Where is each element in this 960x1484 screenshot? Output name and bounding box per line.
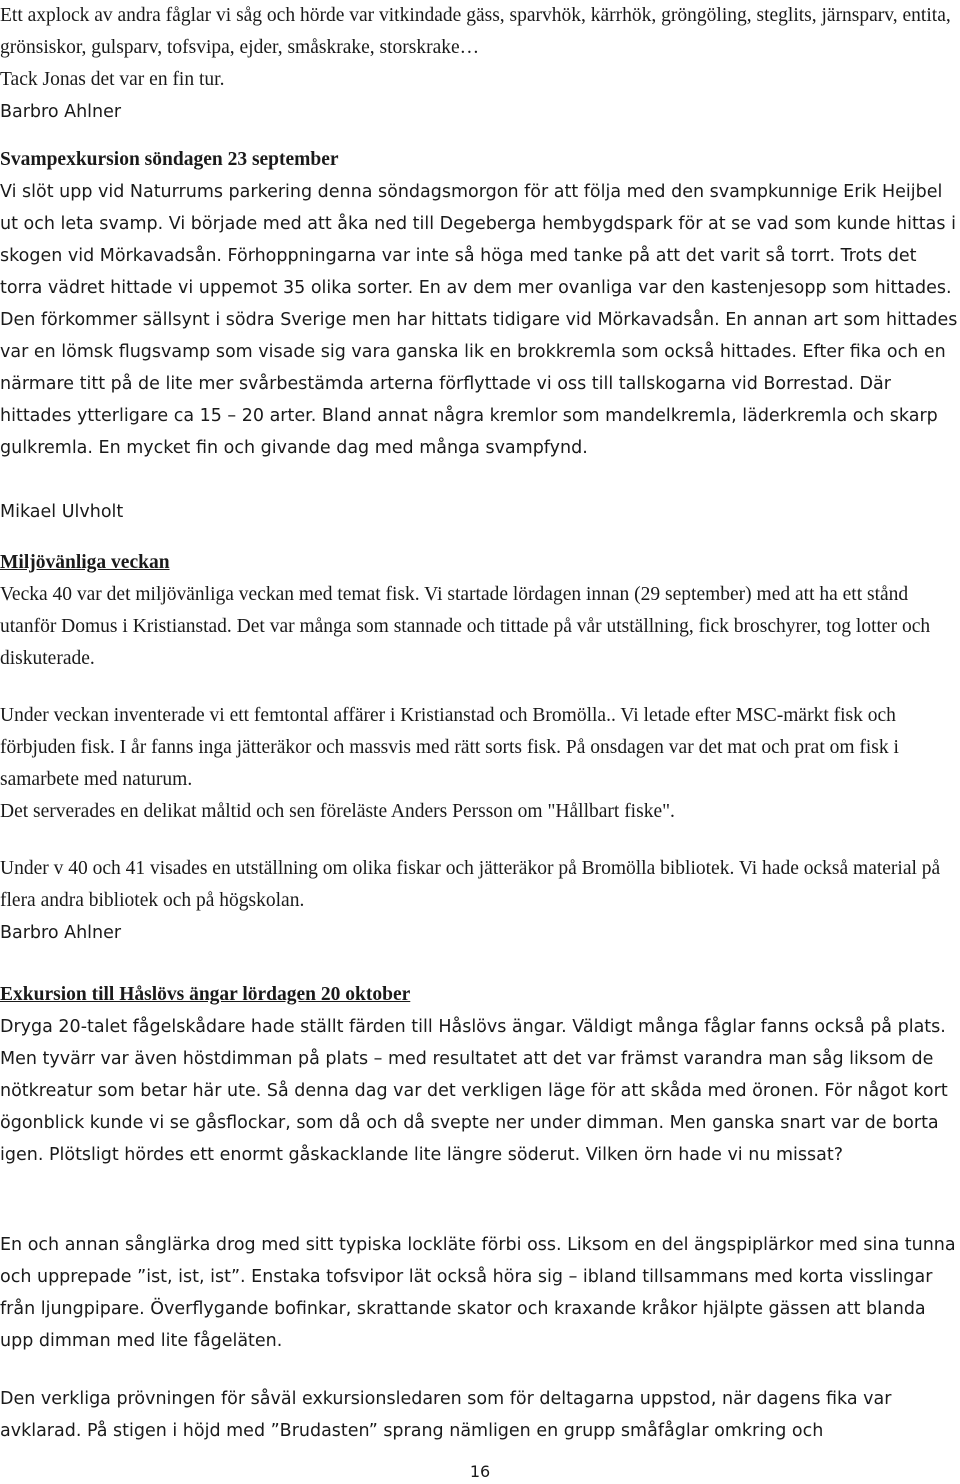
paragraph-haslov-2: En och annan sånglärka drog med sitt typiska lockläte förbi oss. Liksom en del ängspiplärkor med sina tunna och upprepade ”ist, ist, ist”. Enstaka tofsvipor lät också höra sig – ibland tillsammans med korta visslingar från ljungpipare. Överflygande bofinkar, skrattande skator och kraxande kråkor hjälpte gässen att blanda upp dimman med lite fågeläten.	[0, 1235, 956, 1351]
paragraph-thanks: Tack Jonas det var en fin tur.	[0, 69, 225, 90]
paragraph-haslov-3: Den verkliga prövningen för såväl exkursionsledaren som för deltagarna uppstod, när dagens fika var avklarad. På stigen i höjd med ”Brudasten” sprang nämligen en grupp småfåglar omkring och	[0, 1389, 892, 1441]
paragraph-svampexkursion: Vi slöt upp vid Naturrums parkering denna söndagsmorgon för att följa med den svampkunnige Erik Heijbel ut och leta svamp. Vi började med att åka ned till Degeberga hembygdspark för at se vad som kunde hittas i skogen vid Mörkavadsån. Förhoppningarna var inte så höga med tanke på att det varit så torrt. Trots det torra vädret hittade vi uppemot 35 olika sorter. En av dem mer ovanliga var den kastenjesopp som hittades. Den förkommer sällsynt i södra Sverige men har hittats tidigare vid Mörkavadsån. En annan art som hittades var en lömsk flugsvamp som visade sig vara ganska lik en brokkremla som också hittades. Efter fika och en närmare titt på de lite mer svårbestämda arterna förflyttade vi oss till tallskogarna vid Borrestad. Där hittades ytterligare ca 15 – 20 arter. Bland annat några kremlor som mandelkremla, läderkremla och skarp gulkremla. En mycket fin och givande dag med många svampfynd.	[0, 182, 958, 458]
paragraph-miljovanliga-4: Under v 40 och 41 visades en utställning om olika fiskar och jätteräkor på Bromölla bibliotek. Vi hade också material på flera andra bibliotek och på högskolan.	[0, 858, 941, 911]
paragraph-miljovanliga-2: Under veckan inventerade vi ett femtontal affärer i Kristianstad och Bromölla.. Vi letade efter MSC-märkt fisk och förbjuden fisk. I år fanns inga jätteräkor och massvis med rätt sorts fisk. På onsdagen var det mat och prat om fisk i samarbete med naturum.	[0, 705, 899, 790]
paragraph-haslov-1: Dryga 20-talet fågelskådare hade ställt färden till Håslövs ängar. Väldigt många fåglar fanns också på plats. Men tyvärr var även höstdimman på plats – med resultatet att det var främst varandra man såg liksom de nötkreatur som betar här ute. Så denna dag var det verkligen läge för att skåda med öronen. För något kort ögonblick kunde vi se gåsflockar, som då och då svepte ner under dimman. Men ganska snart var de borta igen. Plötsligt hördes ett enormt gåskacklande lite längre söderut. Vilken örn hade vi nu missat?	[0, 1017, 948, 1165]
paragraph-miljovanliga-3: Det serverades en delikat måltid och sen föreläste Anders Persson om "Hållbart fiske".	[0, 801, 675, 822]
section-heading-miljovanliga: Miljövänliga veckan	[0, 552, 170, 573]
page-number: 16	[469, 1462, 491, 1481]
author-signature: Barbro Ahlner	[0, 102, 122, 122]
section-heading-haslov: Exkursion till Håslövs ängar lördagen 20 oktober	[0, 984, 411, 1005]
section-heading-svampexkursion: Svampexkursion söndagen 23 september	[0, 149, 339, 170]
author-signature: Mikael Ulvholt	[0, 502, 124, 522]
paragraph-bird-list: Ett axplock av andra fåglar vi såg och hörde var vitkindade gäss, sparvhök, kärrhök, gröngöling, steglits, järnsparv, entita, grönsiskor, gulsparv, tofsvipa, ejder, småskrake, storskrake…	[0, 5, 951, 58]
author-signature: Barbro Ahlner	[0, 923, 122, 943]
paragraph-miljovanliga-1: Vecka 40 var det miljövänliga veckan med temat fisk. Vi startade lördagen innan (29 september) med att ha ett stånd utanför Domus i Kristianstad. Det var många som stannade och tittade på vår utställning, fick broschyrer, tog lotter och diskuterade.	[0, 584, 931, 669]
